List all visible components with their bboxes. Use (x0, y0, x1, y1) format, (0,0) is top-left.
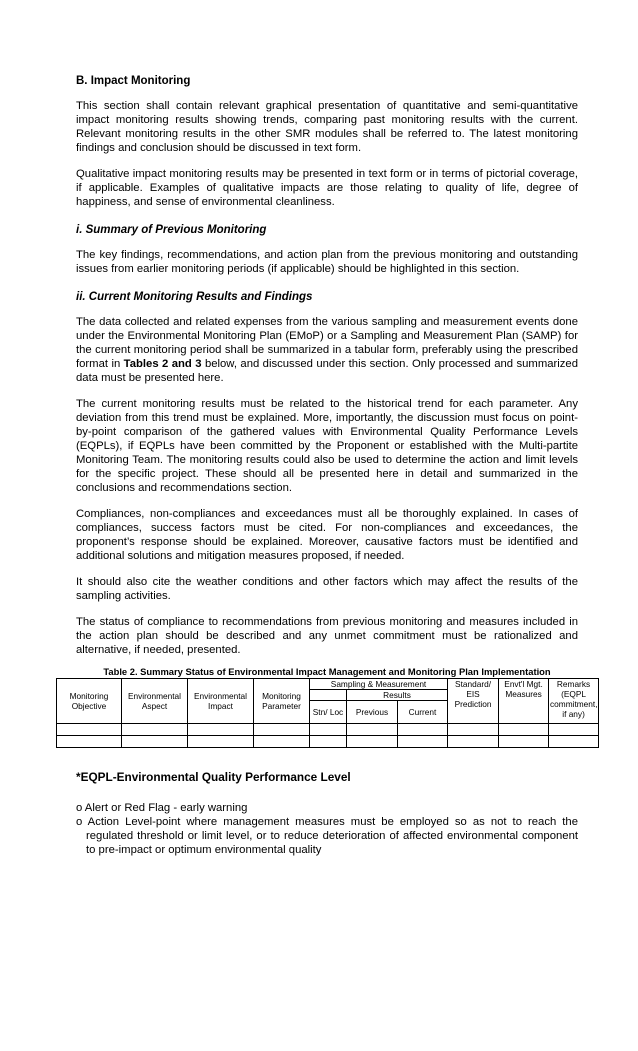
tables-reference: Tables 2 and 3 (123, 358, 202, 370)
section-ii-paragraph-2: The current monitoring results must be related to the historical trend for each parameter. Any deviation from this trend must be explained. More, importantly, the discussion must focus on point-by-point comparison of the gathered values with Environmental Quality Performance Levels (EQPLs), if EQPLs have been committed by the Proponent or established with the Multi-partite Monitoring Team. The monitoring results could also be used to determine the action and limit levels for the specific project. These should all be presented here in detail and summarized in the conclusions and recommendations section. (76, 398, 578, 494)
col-header-remarks: Remarks (EQPL commitment, if any) (549, 679, 599, 724)
table-2-caption: Table 2. Summary Status of Environmental Impact Management and Monitoring Plan Implementation (103, 666, 551, 677)
table-2 (56, 678, 599, 748)
section-i-heading: i. Summary of Previous Monitoring (76, 224, 267, 236)
col-header-parameter: Monitoring Parameter (254, 679, 310, 724)
col-header-stn: Stn/ Loc (310, 701, 347, 724)
table-row (57, 736, 599, 748)
section-ii-paragraph-3: Compliances, non-compliances and exceedances must all be thoroughly explained. In cases of compliances, success factors must be cited. For non-compliances and exceedances, the proponent’s response should be explained. Moreover, causative factors must be identified and additional solutions and mitigation measures proposed, if needed. (76, 508, 578, 562)
col-header-previous: Previous (347, 701, 398, 724)
section-i-paragraph-1: The key findings, recommendations, and action plan from the previous monitoring and outstanding issues from earlier monitoring periods (if applicable) should be highlighted in this section. (76, 249, 578, 275)
table-row (57, 724, 599, 736)
section-b-heading: B. Impact Monitoring (76, 75, 191, 87)
col-header-aspect: Environmental Aspect (122, 679, 188, 724)
col-header-results: Results (347, 690, 448, 701)
col-header-impact: Environmental Impact (188, 679, 254, 724)
section-ii-paragraph-1 (76, 315, 578, 385)
col-header-blank (310, 690, 347, 701)
eqpl-item-alert: o Alert or Red Flag - early warning (76, 802, 248, 814)
paragraph-text: below, and discussed under this section. Only processed and summarized data must be presented here. (76, 358, 578, 384)
col-header-sampling: Sampling & Measurement (310, 679, 448, 690)
section-b-paragraph-1: This section shall contain relevant graphical presentation of quantitative and semi-quantitative impact monitoring results showing trends, comparing past monitoring results with the current. Relevant monitoring results in the other SMR modules shall be referred to. The latest monitoring findings and conclusion should be discussed in text form. (76, 100, 578, 154)
col-header-current: Current (398, 701, 448, 724)
document-page (69, 74, 598, 857)
section-ii-heading: ii. Current Monitoring Results and Findings (76, 291, 313, 303)
paragraph-text: The data collected and related expenses from the various sampling and measurement events done under the Environmental Monitoring Plan (EMoP) or a Sampling and Measurement Plan (SAMP) for the current monitoring period shall be summarized in a tabular form, preferably using the prescribed format in (76, 316, 578, 370)
section-ii-paragraph-5: The status of compliance to recommendations from previous monitoring and measures included in the action plan should be described and any unmet commitment must be rationalized and alternative, if needed, presented. (76, 616, 578, 656)
col-header-standard: Standard/ EIS Prediction (448, 679, 499, 724)
section-b-paragraph-2: Qualitative impact monitoring results may be presented in text form or in terms of pictorial coverage, if applicable. Examples of qualitative impacts are those relating to quality of life, degree of happiness, and sense of environmental cleanliness. (76, 168, 578, 208)
section-ii-paragraph-4: It should also cite the weather conditions and other factors which may affect the results of the sampling activities. (76, 576, 578, 602)
eqpl-title: *EQPL-Environmental Quality Performance Level (76, 770, 351, 784)
eqpl-item-action: o Action Level-point where management measures must be employed so as not to reach the regulated threshold or limit level, or to reduce deterioration of affected environmental component to pre-impact or optimum environmental quality (76, 816, 578, 856)
col-header-objective: Monitoring Objective (57, 679, 122, 724)
col-header-measures: Envt'l Mgt. Measures (499, 679, 549, 724)
